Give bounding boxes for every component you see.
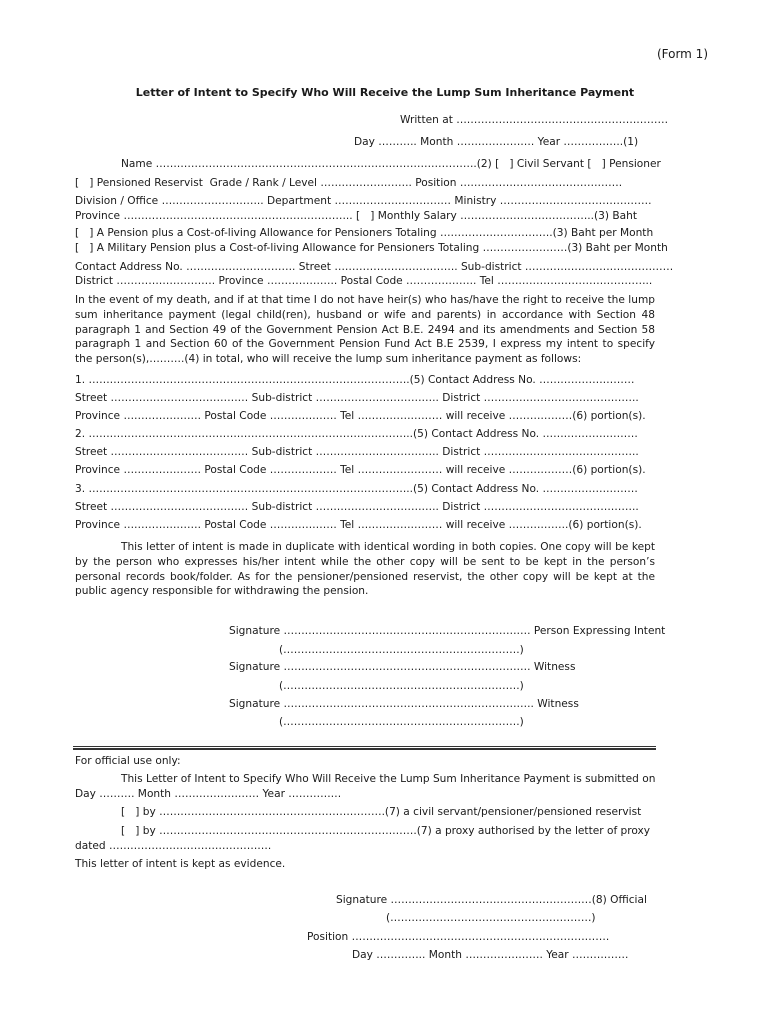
official-section-divider — [73, 746, 656, 747]
form-number: (Form 1) — [656, 47, 708, 61]
recipient-1-line-2: Street ………………………………… Sub-district …………………………….. District …………………………………….. — [75, 392, 639, 404]
proxy-dated-line: dated ………………………………………. — [75, 840, 272, 852]
official-position-line: Position ………………………………………………………………. — [307, 931, 610, 943]
document-title: Letter of Intent to Specify Who Will Receive the Lump Sum Inheritance Payment — [135, 86, 635, 99]
recipient-2-line-3: Province …………………. Postal Code ………………. Tel …………………… will receive ………………(6) portion(s). — [75, 464, 646, 476]
official-section-divider-heavy — [73, 748, 656, 750]
name-line: Name ……………………………………………………………………………….(2) [ ] Civil Servant [ ] Pensioner — [121, 158, 661, 170]
duplicate-paragraph-text: This letter of intent is made in duplicate with identical wording in both copies. One copy will be kept by the person who expresses his/her intent while the other copy will be sent to be kept in the person’s personal records book/folder. As for the pensioner/pensioned reservist, the other copy will be kept at the public agency responsible for withdrawing the pension. — [75, 541, 655, 598]
recipient-1-line-3: Province …………………. Postal Code ………………. Tel …………………… will receive ………………(6) portion(s). — [75, 410, 646, 422]
intent-name-line: (………………………………………………………….) — [279, 644, 524, 656]
submitted-by-line-2: [ ] by ……………………………………………………………….(7) a proxy authorised by the letter of proxy — [121, 825, 651, 837]
recipient-3-line-3: Province …………………. Postal Code ………………. Tel …………………… will receive ……………..(6) portion(s). — [75, 519, 642, 531]
witness-2-name-line: (………………………………………………………….) — [279, 716, 524, 728]
duplicate-paragraph — [75, 540, 655, 599]
witness-1-name-line: (………………………………………………………….) — [279, 680, 524, 692]
division-line: Division / Office ……………………….. Department …………………………… Ministry ……………………………………. — [75, 195, 652, 207]
military-pension-line: [ ] A Military Pension plus a Cost-of-living Allowance for Pensioners Totaling ……………………(3) Baht per Month — [75, 242, 668, 254]
official-signature-line: Signature …………………………………………………(8) Official — [336, 894, 647, 906]
submitted-date-line: Day ………. Month …………………… Year …………… — [75, 788, 342, 800]
contact-address-line: Contact Address No. …………………………. Street …………………………….. Sub-district …………………………………… — [75, 261, 674, 273]
document-date-line: Day ……….. Month …………………. Year ……………..(1) — [354, 136, 639, 148]
province-salary-line: Province ……………………………………………………….. [ ] Monthly Salary ………………………………..(3) Baht — [75, 210, 638, 222]
witness-2-signature-line: Signature …………………………………………………………….. Witness — [229, 698, 579, 710]
recipient-1-line-1: 1. ……………………………………………………………………………….(5) Contact Address No. ……………………… — [75, 374, 635, 386]
evidence-line: This letter of intent is kept as evidence. — [75, 858, 286, 870]
reservist-line: [ ] Pensioned Reservist Grade / Rank / Level …………………….. Position ………………………………………. — [75, 177, 623, 189]
recipient-3-line-2: Street ………………………………… Sub-district …………………………….. District …………………………………….. — [75, 501, 639, 513]
written-at-line: Written at …………………………………………………… — [400, 114, 669, 126]
official-date-line: Day ………….. Month …………………. Year ……………. — [352, 949, 629, 961]
pension-line: [ ] A Pension plus a Cost-of-living Allowance for Pensioners Totaling …………………………..(3) Baht per Month — [75, 227, 654, 239]
submitted-line: This Letter of Intent to Specify Who Will Receive the Lump Sum Inheritance Payment is submitted on — [121, 773, 656, 785]
recipient-2-line-2: Street ………………………………… Sub-district …………………………….. District …………………………………….. — [75, 446, 639, 458]
intent-signature-line: Signature ……………………………………………………………. Person Expressing Intent — [229, 625, 666, 637]
recipient-3-line-1: 3. ………………………………………………………………………………..(5) Contact Address No. ……………………… — [75, 483, 638, 495]
recipient-2-line-1: 2. ………………………………………………………………………………..(5) Contact Address No. ……………………… — [75, 428, 638, 440]
district-line: District ………………………. Province ……………….. Postal Code ……………….. Tel …………………………………….. — [75, 275, 653, 287]
intent-paragraph: In the event of my death, and if at that time I do not have heir(s) who has/have the right to receive the lump sum inheritance payment (legal child(ren), husband or wife and parents) in accordance with Section 48 paragraph 1 and Section 49 of the Government Pension Act B.E. 2494 and its amendments and Section 58 paragraph 1 and Section 60 of the Government Pension Fund Act B.E 2539, I express my intent to specify the person(s),……….(4) in total, who will receive the lump sum inheritance payment as follows: — [75, 294, 655, 366]
official-use-heading: For official use only: — [75, 755, 181, 767]
witness-1-signature-line: Signature ……………………………………………………………. Witness — [229, 661, 576, 673]
official-name-line: (…………………………………………………) — [386, 912, 596, 924]
submitted-by-line-1: [ ] by ……………………………………………………….(7) a civil servant/pensioner/pensioned reservist — [121, 806, 642, 818]
